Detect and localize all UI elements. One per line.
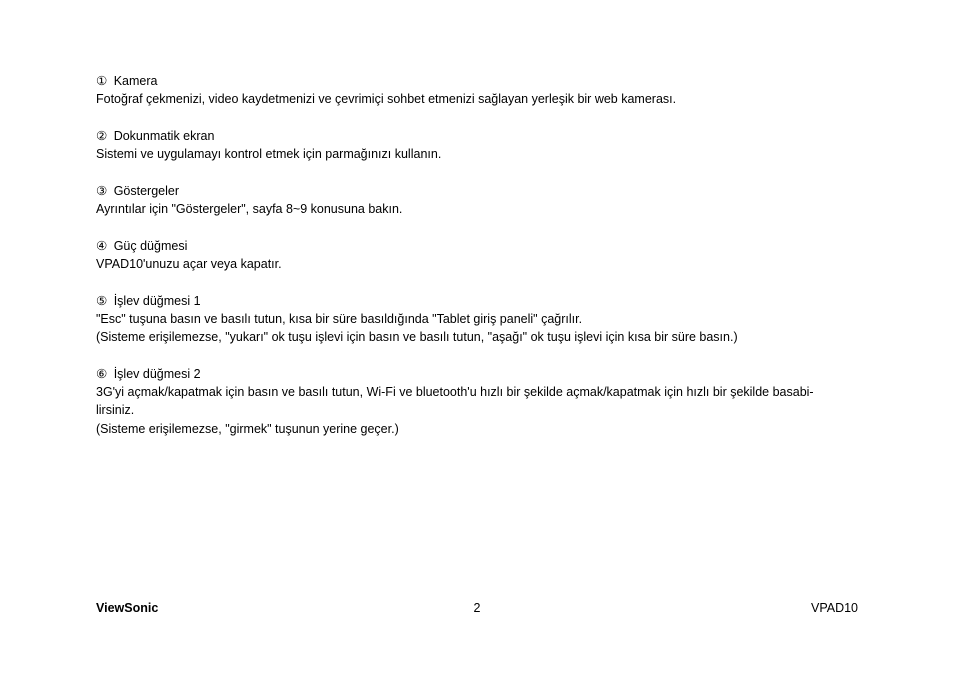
section-heading xyxy=(96,182,866,200)
section-text: (Sisteme erişilemezse, "girmek" tuşunun yerine geçer.) xyxy=(96,421,399,436)
section-title: Dokunmatik ekran xyxy=(113,128,215,143)
section-number: ⑤ xyxy=(96,293,108,308)
footer-page-number: 2 xyxy=(473,601,481,615)
section-title: İşlev düğmesi 1 xyxy=(113,293,201,308)
section-indicators xyxy=(96,182,866,219)
section-title: Güç düğmesi xyxy=(113,238,188,253)
section-power-button xyxy=(96,237,866,274)
section-text: 3G'yi açmak/kapatmak için basın ve basılı tutun, Wi-Fi ve bluetooth'u hızlı bir şekilde açmak/kapatmak için hızlı bir şekilde basabi- xyxy=(96,385,814,400)
section-text: VPAD10'unuzu açar veya kapatır. xyxy=(96,256,282,271)
section-text: Ayrıntılar için "Göstergeler", sayfa 8~9 konusuna bakın. xyxy=(96,202,403,217)
section-heading xyxy=(96,72,866,90)
section-function-button-1 xyxy=(96,292,866,347)
section-heading xyxy=(96,127,866,145)
section-number: ④ xyxy=(96,238,108,253)
page-footer xyxy=(96,599,858,617)
section-heading xyxy=(96,237,866,255)
section-text: lirsiniz. xyxy=(96,403,135,418)
section-text: "Esc" tuşuna basın ve basılı tutun, kısa bir süre basıldığında "Tablet giriş paneli" çağrılır. xyxy=(96,311,583,326)
section-camera xyxy=(96,72,866,109)
section-number: ⑥ xyxy=(96,366,108,381)
footer-brand: ViewSonic xyxy=(96,601,159,615)
section-text: Sistemi ve uygulamayı kontrol etmek için parmağınızı kullanın. xyxy=(96,147,442,162)
section-function-button-2 xyxy=(96,365,866,438)
section-number: ① xyxy=(96,74,108,88)
section-heading xyxy=(96,292,866,310)
section-title: Göstergeler xyxy=(113,183,180,198)
section-title: Kamera xyxy=(113,74,158,88)
document-body xyxy=(96,72,866,456)
section-text: Fotoğraf çekmenizi, video kaydetmenizi ve çevrimiçi sohbet etmenizi sağlayan yerleşik bir web kamerası. xyxy=(96,92,677,107)
section-text: (Sisteme erişilemezse, "yukarı" ok tuşu işlevi için basın ve basılı tutun, "aşağı" ok tuşu işlevi için kısa bir süre basın.) xyxy=(96,330,738,345)
section-heading xyxy=(96,365,866,383)
section-number: ② xyxy=(96,128,108,143)
section-number: ③ xyxy=(96,183,108,198)
section-title: İşlev düğmesi 2 xyxy=(113,366,201,381)
section-touchscreen xyxy=(96,127,866,164)
footer-model: VPAD10 xyxy=(810,601,858,615)
